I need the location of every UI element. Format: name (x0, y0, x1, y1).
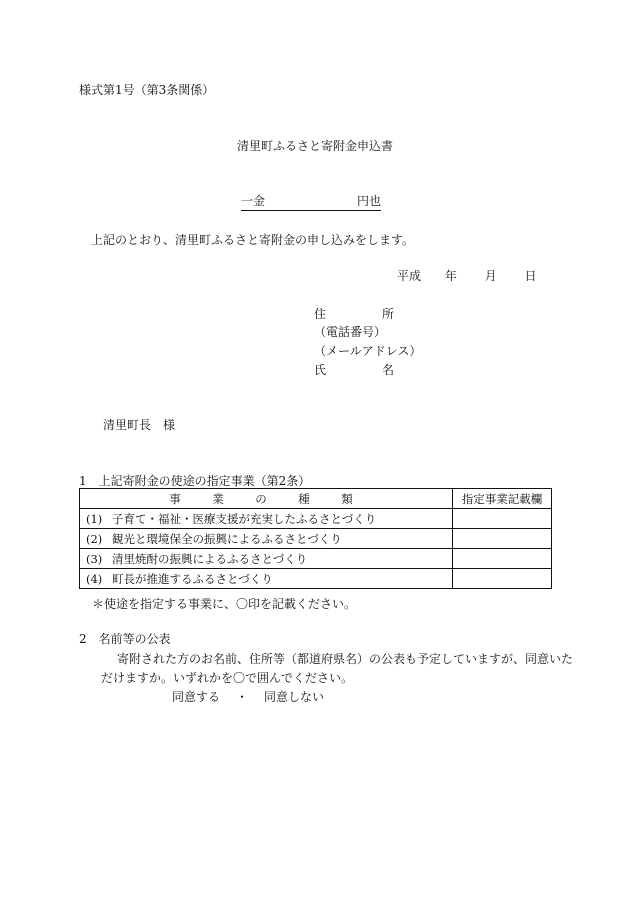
date-day: 日 (524, 269, 537, 283)
table-header-row (80, 489, 552, 509)
addressee: 清里町長 様 (103, 418, 176, 432)
intro-text: 上記のとおり、清里町ふるさと寄附金の申し込みをします。 (91, 233, 415, 247)
amount-prefix: 一金 (241, 194, 266, 208)
address-label-1: 住 (314, 307, 327, 321)
phone-label: （電話番号） (314, 325, 387, 339)
option-agree[interactable]: 同意する (172, 690, 221, 704)
row-number: (4) (86, 571, 103, 586)
row-number: (2) (86, 531, 103, 546)
email-label: （メールアドレス） (314, 344, 422, 358)
table-note: ＊使途を指定する事業に、〇印を記載ください。 (92, 597, 357, 611)
row-number: (1) (86, 511, 103, 526)
section2-body-line2: だけますか。いずれかを〇で囲んでください。 (101, 671, 354, 685)
option-disagree[interactable]: 同意しない (264, 690, 325, 704)
designation-mark-cell[interactable] (453, 549, 552, 569)
project-cell (80, 549, 453, 569)
section1-heading: 1 上記寄附金の使途の指定事業（第2条） (79, 474, 311, 488)
donation-amount-field[interactable] (241, 192, 381, 211)
section2-body-line1: 寄附された方のお名前、住所等（都道府県名）の公表も予定していますが、同意いた (117, 652, 574, 666)
address-label-2: 所 (381, 307, 394, 321)
document-title: 清里町ふるさと寄附金申込書 (236, 139, 393, 153)
column-header-project: 事 業 の 種 類 (80, 489, 453, 509)
date-line[interactable] (397, 267, 537, 284)
applicant-phone-field[interactable] (314, 323, 386, 340)
date-era: 平成 (397, 269, 422, 283)
table-row (80, 569, 552, 589)
column-header-designation: 指定事業記載欄 (453, 489, 552, 509)
name-label-2: 名 (381, 363, 394, 377)
applicant-name-field[interactable] (314, 361, 394, 381)
amount-suffix: 円也 (356, 194, 381, 208)
applicant-address-field[interactable] (314, 305, 394, 325)
section2-heading: 2 名前等の公表 (79, 632, 171, 646)
applicant-email-field[interactable] (314, 342, 421, 359)
designation-mark-cell[interactable] (453, 529, 552, 549)
project-cell (80, 509, 453, 529)
date-month: 月 (484, 269, 497, 283)
row-number: (3) (86, 551, 103, 566)
project-cell (80, 569, 453, 589)
project-label: 子育て・福祉・医療支援が充実したふるさとづくり (112, 511, 377, 526)
usage-designation-table (79, 488, 552, 589)
project-label: 観光と環境保全の振興によるふるさとづくり (112, 531, 342, 546)
project-cell (80, 529, 453, 549)
designation-mark-cell[interactable] (453, 509, 552, 529)
table-row (80, 509, 552, 529)
table-row (80, 549, 552, 569)
name-label-1: 氏 (314, 363, 327, 377)
project-label: 清里焼酎の振興によるふるさとづくり (112, 551, 308, 566)
option-separator: ・ (236, 690, 249, 704)
table-row (80, 529, 552, 549)
consent-options (172, 688, 324, 705)
project-label: 町長が推進するふるさとづくり (112, 571, 273, 586)
date-year: 年 (444, 269, 457, 283)
designation-mark-cell[interactable] (453, 569, 552, 589)
form-number: 様式第1号（第3条関係） (79, 83, 215, 97)
